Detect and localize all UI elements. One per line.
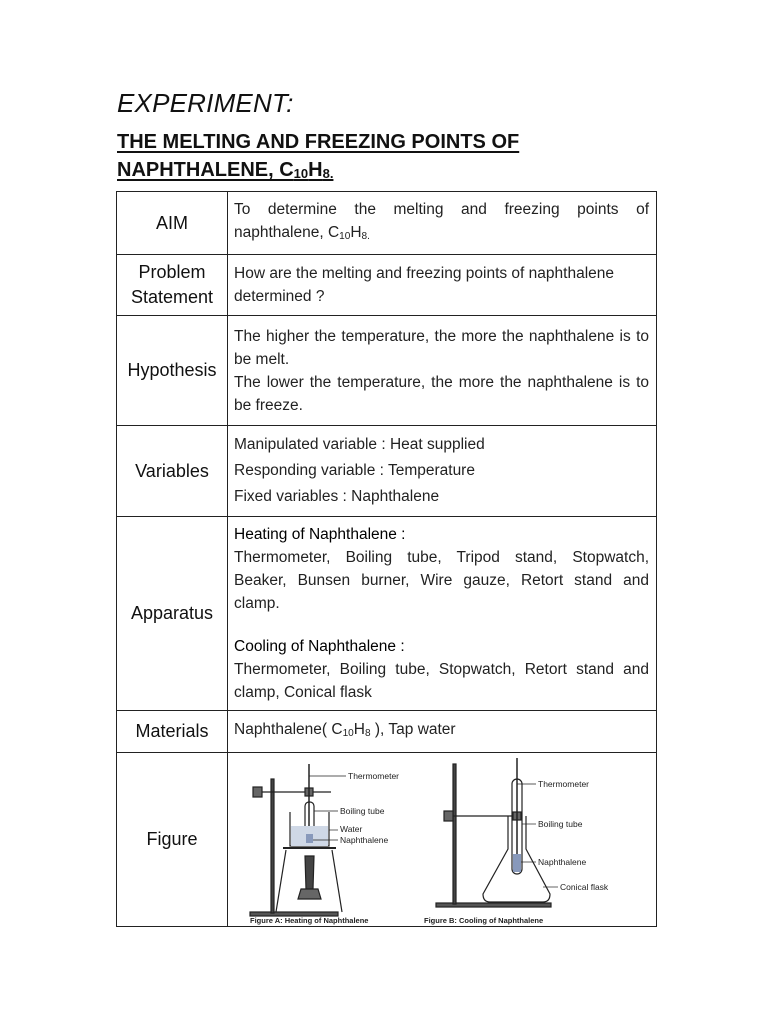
responding-variable: Responding variable : Temperature bbox=[234, 462, 475, 479]
experiment-table bbox=[116, 191, 657, 927]
label-b-naphthalene: Naphthalene bbox=[538, 856, 587, 867]
label-aim: AIM bbox=[117, 192, 228, 255]
label-a-naphthalene: Naphthalene bbox=[340, 834, 389, 845]
variables-text bbox=[228, 426, 657, 517]
row-hypothesis bbox=[117, 316, 657, 426]
row-aim bbox=[117, 192, 657, 255]
row-variables bbox=[117, 426, 657, 517]
label-b-boiling-tube: Boiling tube bbox=[538, 818, 583, 829]
apparatus-text bbox=[228, 517, 657, 711]
hypothesis-text bbox=[228, 316, 657, 426]
label-problem-statement: Problem Statement bbox=[117, 255, 228, 316]
caption-figure-b: Figure B: Cooling of Naphthalene bbox=[424, 915, 544, 925]
problem-text: How are the melting and freezing points of naphthalene determined ? bbox=[228, 255, 657, 316]
label-apparatus: Apparatus bbox=[117, 517, 228, 711]
figure-cell bbox=[228, 753, 657, 927]
fixed-variables: Fixed variables : Naphthalene bbox=[234, 488, 440, 505]
label-b-conical-flask: Conical flask bbox=[560, 881, 609, 892]
caption-figure-a: Figure A: Heating of Naphthalene bbox=[250, 915, 369, 925]
document-heading: EXPERIMENT: bbox=[117, 88, 294, 118]
row-materials bbox=[117, 711, 657, 753]
row-figure bbox=[117, 753, 657, 927]
manipulated-variable: Manipulated variable : Heat supplied bbox=[234, 436, 485, 453]
label-figure: Figure bbox=[117, 753, 228, 927]
materials-text: Naphthalene( $C_{10}H_8$ ), Tap water bbox=[228, 711, 657, 753]
experiment-title bbox=[117, 128, 519, 188]
aim-text: To determine the melting and freezing points of naphthalene, $C_{10}H_{8.}$ bbox=[228, 192, 657, 255]
row-problem-statement bbox=[117, 255, 657, 316]
title-line-2: NAPHTHALENE, $C_{10}H_{8.}$ bbox=[117, 159, 334, 181]
cooling-list: Thermometer, Boiling tube, Stopwatch, Retort stand and clamp, Conical flask bbox=[234, 661, 649, 701]
label-a-thermometer: Thermometer bbox=[348, 770, 400, 781]
hypothesis-line-1: The higher the temperature, the more the naphthalene is to be melt. bbox=[234, 327, 649, 368]
label-hypothesis: Hypothesis bbox=[117, 316, 228, 426]
label-b-thermometer: Thermometer bbox=[538, 778, 590, 789]
figure-diagrams bbox=[228, 754, 656, 926]
heating-list: Thermometer, Boiling tube, Tripod stand, Stopwatch, Beaker, Bunsen burner, Wire gauze, Retort stand and clamp. bbox=[234, 549, 649, 612]
label-variables: Variables bbox=[117, 426, 228, 517]
figure-a-heating-diagram bbox=[250, 764, 346, 916]
label-materials: Materials bbox=[117, 711, 228, 753]
hypothesis-line-2: The lower the temperature, the more the naphthalene is to be freeze. bbox=[234, 373, 649, 414]
row-apparatus bbox=[117, 517, 657, 711]
label-a-boiling-tube: Boiling tube bbox=[340, 805, 385, 816]
heating-title: Heating of Naphthalene : bbox=[234, 526, 406, 543]
title-line-1: THE MELTING AND FREEZING POINTS OF bbox=[117, 131, 520, 153]
label-a-water: Water bbox=[340, 823, 363, 834]
cooling-title: Cooling of Naphthalene : bbox=[234, 638, 405, 655]
apparatus-diagram bbox=[228, 754, 657, 926]
